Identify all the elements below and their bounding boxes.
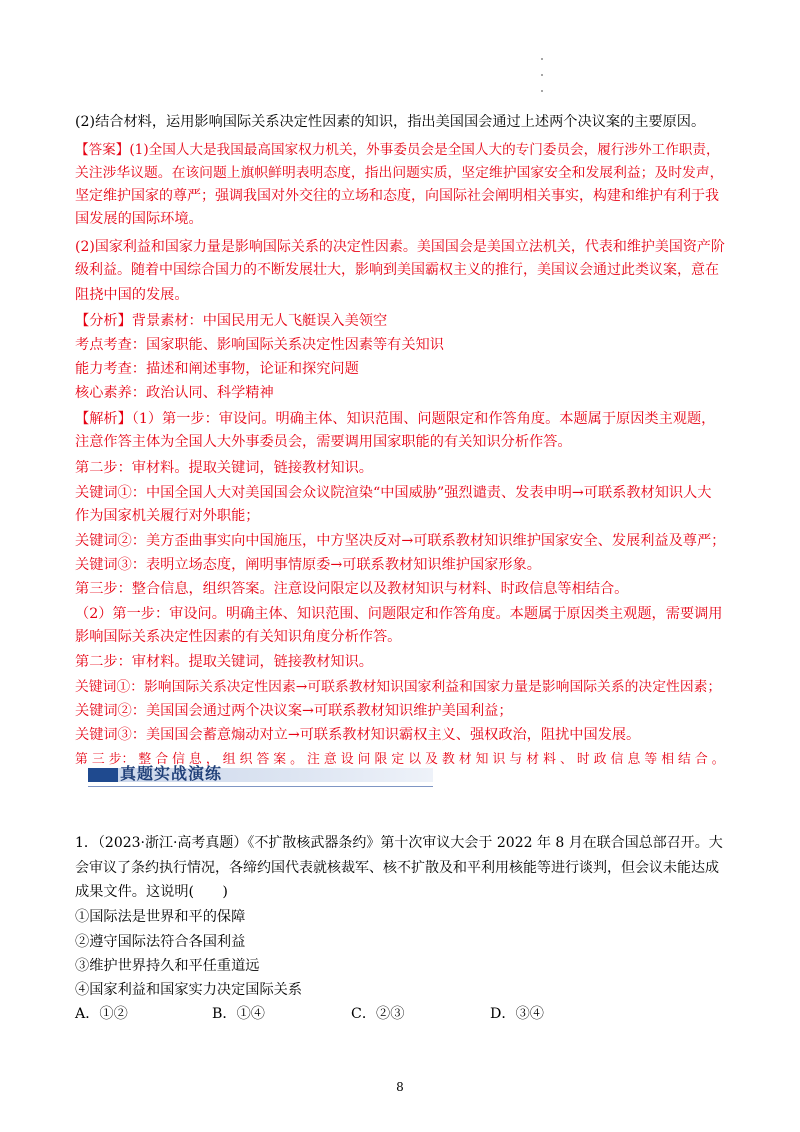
- explanation-line: 第二步：审材料。提取关键词，链接教材知识。: [75, 460, 373, 476]
- statement: ④国家利益和国家实力决定国际关系: [75, 982, 303, 998]
- analysis-line: 能力考查：描述和阐述事物，论证和探究问题: [75, 361, 359, 377]
- question-1-line: 成果文件。这说明( ): [75, 884, 228, 900]
- option-c[interactable]: C．②③: [351, 1006, 405, 1022]
- explanation-line: 第 三 步： 整 合 信 息 ， 组 织 答 案 。 注 意 设 问 限 定 以 及 教 材 知 识 与 材 料 、 时 政 信 息 等 相 结 合 。: [75, 752, 725, 767]
- option-a[interactable]: A．①②: [75, 1006, 128, 1022]
- question-2: (2)结合材料，运用影响国际关系决定性因素的知识，指出美国国会通过上述两个决议案的主要原因。: [75, 114, 706, 130]
- answer-line: 国发展的国际环境。: [75, 211, 203, 227]
- dot: [541, 58, 543, 60]
- explanation-line: 关键词③：美国国会蓄意煽动对立→可联系教材知识霸权主义、强权政治，阻扰中国发展。: [75, 727, 641, 743]
- answer-line: 坚定维护国家的尊严；强调我国对外交往的立场和态度，向国际社会阐明相关事实，构建和维护有利于我: [75, 188, 719, 204]
- explanation-line: 影响国际关系决定性因素的有关知识角度分析作答。: [75, 629, 402, 645]
- explanation-line: 注意作答主体为全国人大外事委员会，需要调用国家职能的有关知识分析作答。: [75, 434, 572, 450]
- explanation-line: 关键词②：美方歪曲事实向中国施压，中方坚决反对→可联系教材知识维护国家安全、发展利益及尊严；: [75, 533, 726, 549]
- question-1-line: 1．（2023·浙江·高考真题）《不扩散核武器条约》第十次审议大会于 2022 年 8 月在联合国总部召开。大: [75, 835, 723, 851]
- dot: [541, 90, 543, 92]
- explanation-line: 关键词①：影响国际关系决定性因素→可联系教材知识国家利益和国家力量是影响国际关系的决定性因素；: [75, 679, 722, 695]
- explanation-line: 第三步：整合信息，组织答案。注意设问限定以及教材知识与材料、时政信息等相结合。: [75, 581, 629, 597]
- question-1-line: 会审议了条约执行情况，各缔约国代表就核裁军、核不扩散及和平利用核能等进行谈判，但会议未能达成: [75, 860, 719, 876]
- explanation-line: 第二步：审材料。提取关键词，链接教材知识。: [75, 654, 373, 670]
- section-title: 真题实战演练: [120, 764, 223, 783]
- statement: ③维护世界持久和平任重道远: [75, 958, 260, 974]
- analysis-header: 【分析】背景素材：中国民用无人飞艇误入美领空: [75, 313, 388, 329]
- explanation-line: 关键词①：中国全国人大对美国国会众议院渲染“中国威胁”强烈谴责、发表申明→可联系教材知识人大: [75, 485, 712, 501]
- explanation-line: （2）第一步：审设问。明确主体、知识范围、问题限定和作答角度。本题属于原因类主观题，需要调用: [75, 606, 723, 622]
- statement: ②遵守国际法符合各国利益: [75, 934, 246, 950]
- answer-line: (2)国家利益和国家力量是影响国际关系的决定性因素。美国国会是美国立法机关，代表和维护美国资产阶: [75, 239, 725, 255]
- explanation-line: 【解析】（1）第一步：审设问。明确主体、知识范围、问题限定和作答角度。本题属于原因类主观题，: [75, 411, 716, 427]
- page-number: 8: [396, 1080, 404, 1094]
- answer-line: 阻挠中国的发展。: [75, 287, 189, 303]
- statement: ①国际法是世界和平的保障: [75, 909, 246, 925]
- explanation-line: 关键词②：美国国会通过两个决议案→可联系教材知识维护美国利益；: [75, 703, 513, 719]
- decorative-dots: [541, 58, 545, 106]
- explanation-line: 作为国家机关履行对外职能；: [75, 508, 260, 524]
- analysis-line: 考点考查：国家职能、影响国际关系决定性因素等有关知识: [75, 337, 444, 353]
- answer-line: 【答案】(1)全国人大是我国最高国家权力机关，外事委员会是全国人大的专门委员会，履行涉外工作职责，: [75, 142, 720, 158]
- answer-line: 关注涉华议题。在该问题上旗帜鲜明表明态度，指出问题实质，坚定维护国家安全和发展利益；及时发声，: [75, 165, 724, 181]
- explanation-line: 关键词③：表明立场态度，阐明事情原委→可联系教材知识维护国家形象。: [75, 557, 541, 573]
- analysis-line: 核心素养：政治认同、科学精神: [75, 385, 274, 401]
- answer-line: 级利益。随着中国综合国力的不断发展壮大，影响到美国霸权主义的推行，美国议会通过此类议案，意在: [75, 262, 719, 278]
- banner-block: [88, 768, 118, 782]
- banner-underline: [88, 786, 433, 787]
- section-banner: [88, 758, 433, 790]
- option-b[interactable]: B．①④: [212, 1006, 265, 1022]
- answer-options: [75, 1003, 725, 1026]
- dot: [541, 74, 543, 76]
- option-d[interactable]: D．③④: [490, 1006, 544, 1022]
